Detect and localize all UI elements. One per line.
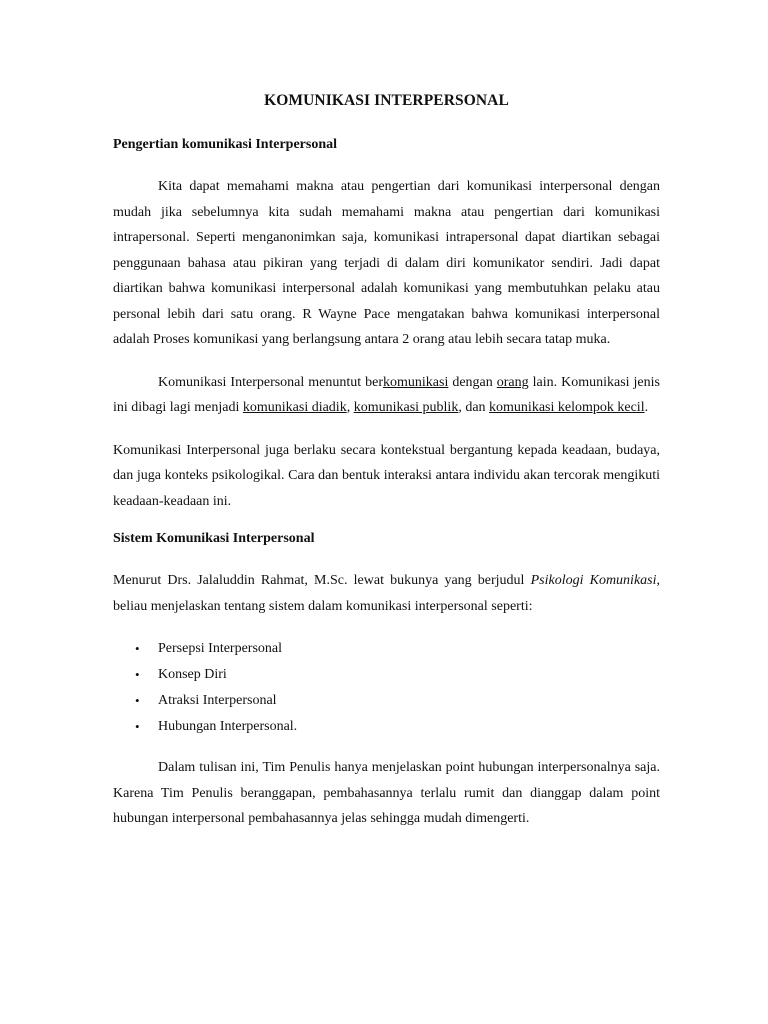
text-run: lain. Komunikasi jenis ini dibagi lagi menjadi <box>113 374 660 415</box>
book-title: Psikologi Komunikasi <box>530 573 657 588</box>
list-item-label: Atraksi Interpersonal <box>158 693 277 708</box>
list-item-label: Konsep Diri <box>158 667 227 682</box>
bullet-list <box>113 636 660 740</box>
link-komunikasi-diadik[interactable]: komunikasi diadik <box>242 400 347 415</box>
paragraph-sistem-intro <box>113 568 660 619</box>
section-heading-sistem: Sistem Komunikasi Interpersonal <box>113 531 315 546</box>
section-heading-pengertian: Pengertian komunikasi Interpersonal <box>113 137 338 152</box>
document-title: KOMUNIKASI INTERPERSONAL <box>264 92 509 109</box>
text-run: . <box>644 400 649 415</box>
link-komunikasi[interactable]: komunikasi <box>383 374 449 390</box>
link-komunikasi-kelompok-kecil[interactable]: komunikasi kelompok kecil <box>489 400 645 415</box>
text-run: , beliau menjelaskan tentang sistem dalam komunikasi interpersonal seperti: <box>113 573 661 614</box>
list-item <box>135 714 660 740</box>
bullet-icon: • <box>135 641 140 656</box>
text-run: Menurut Drs. Jalaluddin Rahmat, M.Sc. lewat bukunya yang berjudul <box>113 573 531 588</box>
text-run: Komunikasi Interpersonal menuntut ber <box>158 374 384 390</box>
bullet-icon: • <box>135 667 140 682</box>
text-run: , dan <box>458 400 490 415</box>
text-run: , <box>346 400 354 415</box>
paragraph-jenis-komunikasi <box>113 370 660 421</box>
list-item <box>135 662 660 688</box>
paragraph-pengertian: Kita dapat memahami makna atau pengertian dari komunikasi interpersonal dengan mudah jika sebelumnya kita sudah memahami makna atau pengertian dari komunikasi intrapersonal. Seperti menganonimkan saja, komunikasi intrapersonal dapat diartikan sebagai penggunaan bahasa atau pikiran yang terjadi di dalam diri komunikator sendiri. Jadi dapat diartikan bahwa komunikasi interpersonal adalah komunikasi yang membutuhkan pelaku atau personal lebih dari satu orang. R Wayne Pace mengatakan bahwa komunikasi interpersonal adalah Proses komunikasi yang berlangsung antara 2 orang atau lebih secara tatap muka. <box>113 179 660 347</box>
list-item-label: Hubungan Interpersonal. <box>158 719 298 734</box>
list-item <box>135 688 660 714</box>
text-run: dengan <box>448 374 497 390</box>
link-orang[interactable]: orang <box>496 374 529 390</box>
bullet-icon: • <box>135 693 140 708</box>
paragraph-kontekstual: Komunikasi Interpersonal juga berlaku secara kontekstual bergantung kepada keadaan, budaya, dan juga konteks psikologikal. Cara dan bentuk interaksi antara individu akan tercorak mengikuti keadaan-keadaan ini. <box>113 442 660 509</box>
list-item <box>135 636 660 662</box>
list-item-label: Persepsi Interpersonal <box>158 641 283 656</box>
paragraph-penutup: Dalam tulisan ini, Tim Penulis hanya menjelaskan point hubungan interpersonalnya saja. Karena Tim Penulis beranggapan, pembahasannya terlalu rumit dan dianggap dalam point hubungan interpersonal pembahasannya jelas sehingga mudah dimengerti. <box>113 760 660 826</box>
link-komunikasi-publik[interactable]: komunikasi publik <box>353 400 459 415</box>
bullet-icon: • <box>135 719 140 734</box>
